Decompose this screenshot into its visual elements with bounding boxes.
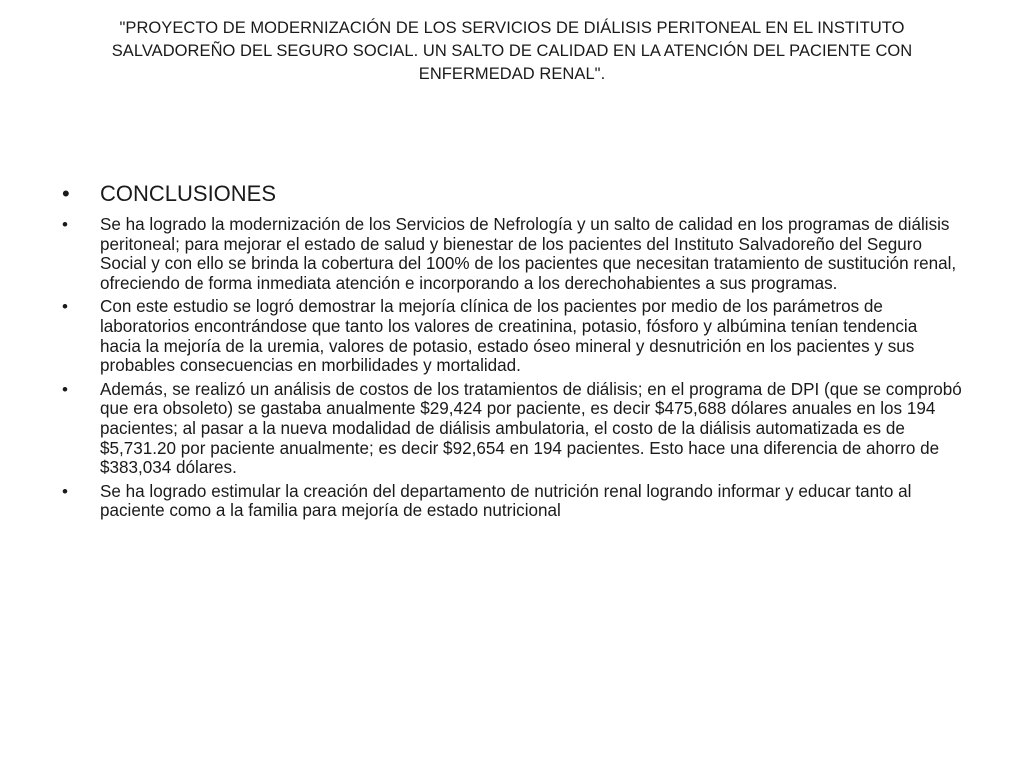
bullet-item-heading bbox=[62, 180, 962, 208]
bullet-item-nutrition bbox=[62, 482, 962, 521]
slide-content bbox=[62, 180, 962, 525]
slide-title: "PROYECTO DE MODERNIZACIÓN DE LOS SERVICIOS DE DIÁLISIS PERITONEAL EN EL INSTITUTO SALVADOREÑO DEL SEGURO SOCIAL. UN SALTO DE CALIDAD EN LA ATENCIÓN DEL PACIENTE CON ENFERMEDAD RENAL". bbox=[111, 19, 913, 83]
bullet-list bbox=[62, 180, 962, 521]
bullet-icon: • bbox=[62, 481, 68, 501]
bullet-item-cost-analysis bbox=[62, 380, 962, 478]
bullet-item-clinical-improvement bbox=[62, 297, 962, 375]
bullet-icon: • bbox=[62, 181, 70, 206]
bullet-icon: • bbox=[62, 379, 68, 399]
bullet-text: Se ha logrado estimular la creación del departamento de nutrición renal logrando informar y educar tanto al paciente como a la familia para mejoría de estado nutricional bbox=[100, 481, 912, 521]
bullet-icon: • bbox=[62, 215, 68, 234]
bullet-text: Además, se realizó un análisis de costos de los tratamientos de diálisis; en el programa de DPI (que se comprobó que era obsoleto) se gastaba anualmente $29,424 por paciente, es decir $475,688 dólares anuales en los 194 pacientes; al pasar a la nueva modalidad de diálisis ambulatoria, el costo de la diálisis automatizada es de $5,731.20 por paciente anualmente; es decir $92,654 en 194 pacientes. Esto hace una diferencia de ahorro de $383,034 dólares. bbox=[100, 379, 962, 478]
bullet-text: Con este estudio se logró demostrar la mejoría clínica de los pacientes por medio de los parámetros de laboratorios encontrándose que tanto los valores de creatinina, potasio, fósforo y albúmina tenían tendencia hacia la mejoría de la uremia, valores de potasio, estado óseo mineral y desnutrición en los pacientes y sus probables consecuencias en morbilidades y mortalidad. bbox=[100, 297, 918, 376]
bullet-icon: • bbox=[62, 297, 68, 317]
bullet-text: Se ha logrado la modernización de los Servicios de Nefrología y un salto de calidad en los programas de diálisis peritoneal; para mejorar el estado de salud y bienestar de los pacientes del Instituto Salvadoreño del Seguro Social y con ello se brinda la cobertura del 100% de los pacientes que necesitan tratamiento de sustitución renal, ofreciendo de forma inmediata atención e incorporando a los derechohabientes a sus programas. bbox=[100, 215, 957, 293]
bullet-item-modernization bbox=[62, 215, 962, 293]
section-heading: CONCLUSIONES bbox=[100, 181, 277, 206]
